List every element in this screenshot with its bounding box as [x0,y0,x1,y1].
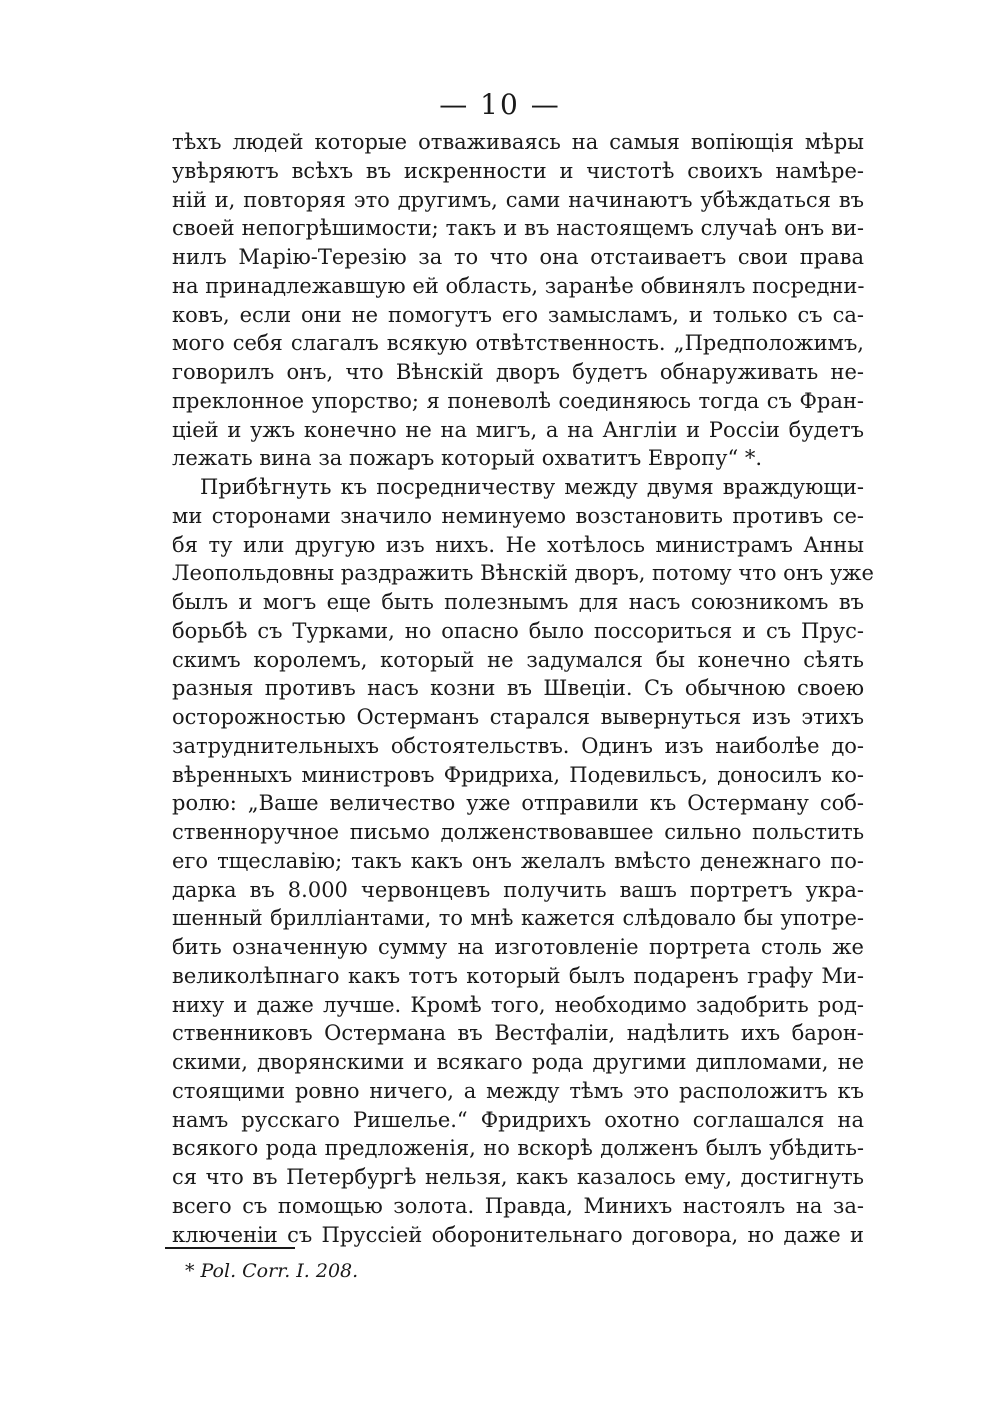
text-line: тѣхъ людей которые отваживаясь на самыя вопіющія мѣры [172,130,864,154]
text-line: его тщеславію; такъ какъ онъ желалъ вмѣсто денежнаго по- [172,848,864,873]
text-line: мого себя слагалъ всякую отвѣтственность. „Предположимъ, [172,331,864,356]
text-line: говорилъ онъ, что Вѣнскій дворъ будетъ обнаруживать не- [172,360,864,384]
text-line: Леопольдовны раздражить Вѣнскій дворъ, потому что онъ уже [172,561,874,586]
text-line: ственниковъ Остермана въ Вестфаліи, надѣлить ихъ барон- [172,1021,864,1046]
page-number: — 10 — [439,88,561,121]
footnote-divider [165,1247,295,1249]
text-line: ся что въ Петербургѣ нельзя, какъ казалось ему, достигнуть [172,1165,864,1189]
text-line: на принадлежавшую ей область, заранѣе обвинялъ посредни- [172,273,865,298]
text-line: своей непогрѣшимости; такъ и въ настоящемъ случаѣ онъ ви- [172,216,864,241]
text-line: великолѣпнаго какъ тотъ который былъ подаренъ графу Ми- [172,963,864,988]
text-line: нилъ Марію-Терезію за то что она отстаиваетъ свои права [172,245,864,269]
text-line: шенный брилліантами, то мнѣ кажется слѣдовало бы употре- [172,906,864,931]
text-line: ми сторонами значило неминуемо возстановить противъ се- [172,503,864,528]
footnote: * Pol. Corr. I. 208. [185,1260,359,1282]
text-line: увѣряютъ всѣхъ въ искренности и чистотѣ своихъ намѣре- [172,158,864,183]
text-line: Прибѣгнуть къ посредничеству между двумя враждующи- [200,475,864,499]
text-line: разныя противъ насъ козни въ Швеціи. Съ обычною своею [172,676,864,701]
text-line: стоящими ровно ничего, а между тѣмъ это расположитъ къ [172,1078,864,1103]
text-line: лежать вина за пожаръ который охватитъ Европу“ *. [172,446,763,471]
text-line: скими, дворянскими и всякаго рода другими дипломами, не [172,1050,864,1074]
text-line: намъ русскаго Ришелье.“ Фридрихъ охотно соглашался на [172,1107,864,1132]
text-line: ролю: „Ваше величество уже отправили къ Остерману соб- [172,791,864,816]
text-line: ковъ, если они не помогутъ его замысламъ, и только съ са- [172,302,864,327]
text-line: затруднительныхъ обстоятельствъ. Одинъ изъ наиболѣе до- [172,733,864,758]
text-line: бя ту или другую изъ нихъ. Не хотѣлось министрамъ Анны [172,532,864,557]
text-line: ній и, повторяя это другимъ, сами начинаютъ убѣждаться въ [172,187,864,212]
text-line: ственноручное письмо долженствовавшее сильно польстить [172,820,864,844]
text-line: дарка въ 8.000 червонцевъ получить вашъ портретъ укра- [172,877,864,902]
text-line: всякого рода предложенія, но вскорѣ долженъ былъ убѣдить- [172,1136,864,1161]
text-line: борьбѣ съ Турками, но опасно было поссориться и съ Прус- [172,618,864,643]
text-line: былъ и могъ еще быть полезнымъ для насъ союзникомъ въ [172,590,864,614]
text-line: ниху и даже лучше. Кромѣ того, необходимо задобрить род- [172,992,864,1017]
text-line: ключеніи съ Пруссіей оборонительнаго договора, но даже и [172,1222,864,1247]
text-line: ціей и ужъ конечно не на мигъ, а на Англіи и Россіи будетъ [172,417,864,442]
text-line: осторожностью Остерманъ старался вывернуться изъ этихъ [172,705,864,729]
text-line: всего съ помощью золота. Правда, Минихъ настоялъ на за- [172,1193,864,1218]
text-line: вѣренныхъ министровъ Фридриха, Подевильсъ, доносилъ ко- [172,762,864,787]
text-line: скимъ королемъ, который не задумался бы конечно сѣять [172,647,864,672]
text-line: преклонное упорство; я поневолѣ соединяюсь тогда съ Фран- [172,388,864,413]
body-text [172,128,874,1249]
text-line: бить означенную сумму на изготовленіе портрета столь же [172,935,864,959]
